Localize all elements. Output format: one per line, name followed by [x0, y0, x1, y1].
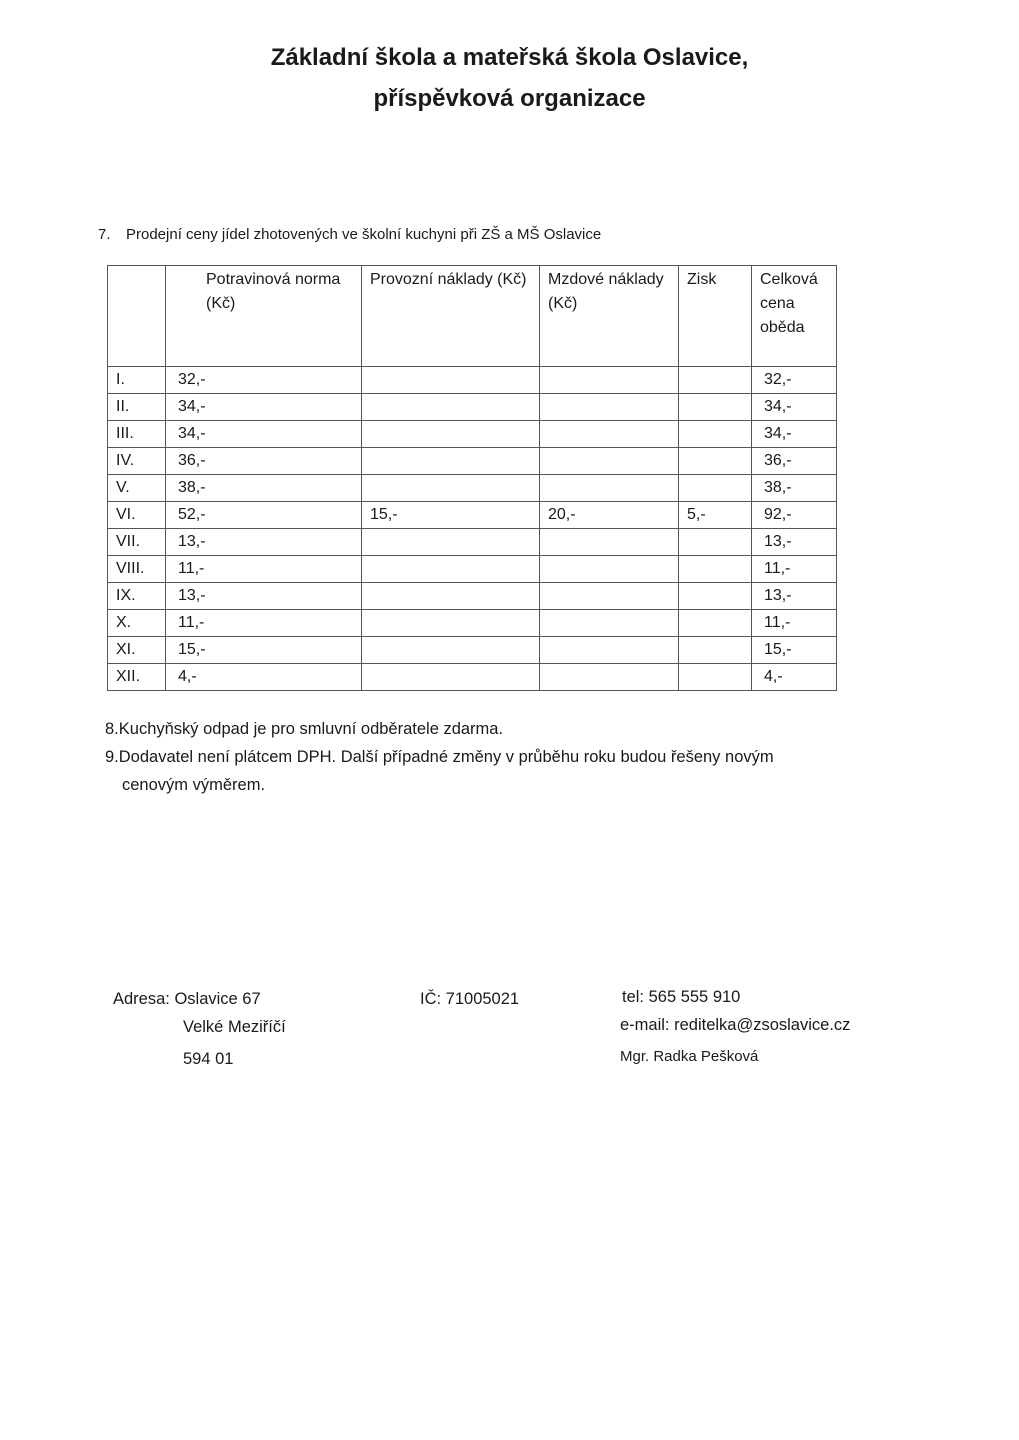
cell-total-price: 34,- — [752, 394, 837, 421]
table-row — [108, 502, 837, 529]
section-number: 7. — [98, 226, 111, 243]
cell-wage-costs — [540, 529, 679, 556]
header-profit: Zisk — [679, 266, 752, 367]
cell-operating-costs — [362, 529, 540, 556]
cell-food-norm: 36,- — [166, 448, 362, 475]
cell-wage-costs — [540, 637, 679, 664]
cell-operating-costs — [362, 475, 540, 502]
table-row — [108, 637, 837, 664]
cell-food-norm: 52,- — [166, 502, 362, 529]
cell-category: IX. — [108, 583, 166, 610]
cell-food-norm: 38,- — [166, 475, 362, 502]
cell-profit — [679, 610, 752, 637]
cell-total-price: 13,- — [752, 529, 837, 556]
note-8: 8.Kuchyňský odpad je pro smluvní odběratele zdarma. — [105, 720, 504, 738]
section-heading — [98, 226, 601, 243]
cell-category: V. — [108, 475, 166, 502]
cell-profit — [679, 421, 752, 448]
address-street: Adresa: Oslavice 67 — [113, 990, 261, 1008]
cell-total-price: 32,- — [752, 367, 837, 394]
cell-category: VII. — [108, 529, 166, 556]
cell-food-norm: 32,- — [166, 367, 362, 394]
table-row — [108, 421, 837, 448]
table-header-row — [108, 266, 837, 367]
cell-food-norm: 11,- — [166, 556, 362, 583]
cell-wage-costs: 20,- — [540, 502, 679, 529]
cell-category: I. — [108, 367, 166, 394]
address-city: Velké Meziříčí — [183, 1018, 286, 1036]
cell-profit — [679, 475, 752, 502]
cell-total-price: 36,- — [752, 448, 837, 475]
cell-food-norm: 15,- — [166, 637, 362, 664]
cell-category: VIII. — [108, 556, 166, 583]
table-row — [108, 583, 837, 610]
cell-category: VI. — [108, 502, 166, 529]
cell-profit — [679, 394, 752, 421]
cell-profit — [679, 583, 752, 610]
cell-operating-costs — [362, 448, 540, 475]
cell-operating-costs — [362, 556, 540, 583]
cell-category: IV. — [108, 448, 166, 475]
header-wage-costs: Mzdové náklady (Kč) — [540, 266, 679, 367]
cell-wage-costs — [540, 583, 679, 610]
cell-profit — [679, 664, 752, 691]
cell-food-norm: 34,- — [166, 394, 362, 421]
cell-operating-costs — [362, 664, 540, 691]
cell-wage-costs — [540, 421, 679, 448]
note-9-line1: 9.Dodavatel není plátcem DPH. Další případné změny v průběhu roku budou řešeny novým — [105, 748, 774, 766]
table-body — [108, 367, 837, 691]
cell-total-price: 15,- — [752, 637, 837, 664]
table-row — [108, 610, 837, 637]
cell-operating-costs — [362, 583, 540, 610]
cell-profit: 5,- — [679, 502, 752, 529]
cell-profit — [679, 637, 752, 664]
header-category — [108, 266, 166, 367]
cell-total-price: 11,- — [752, 610, 837, 637]
cell-total-price: 13,- — [752, 583, 837, 610]
school-name-line1: Základní škola a mateřská škola Oslavice, — [270, 44, 749, 71]
director-name: Mgr. Radka Pešková — [620, 1048, 759, 1065]
price-table — [107, 265, 837, 691]
cell-category: II. — [108, 394, 166, 421]
table-row — [108, 394, 837, 421]
header-food-norm: Potravinová norma (Kč) — [166, 266, 362, 367]
note-9-line2: cenovým výměrem. — [122, 776, 266, 794]
table-row — [108, 529, 837, 556]
cell-total-price: 92,- — [752, 502, 837, 529]
cell-total-price: 38,- — [752, 475, 837, 502]
cell-wage-costs — [540, 556, 679, 583]
cell-operating-costs — [362, 610, 540, 637]
header-total-price: Celková cena oběda — [752, 266, 837, 367]
cell-operating-costs — [362, 394, 540, 421]
cell-category: X. — [108, 610, 166, 637]
cell-operating-costs — [362, 367, 540, 394]
cell-total-price: 4,- — [752, 664, 837, 691]
footer-ico: IČ: 71005021 — [420, 990, 520, 1008]
table-row — [108, 664, 837, 691]
table-row — [108, 556, 837, 583]
cell-wage-costs — [540, 610, 679, 637]
school-name-line2: příspěvková organizace — [373, 85, 646, 112]
cell-food-norm: 13,- — [166, 583, 362, 610]
cell-profit — [679, 448, 752, 475]
contact-phone: tel: 565 555 910 — [622, 988, 741, 1006]
cell-wage-costs — [540, 448, 679, 475]
cell-wage-costs — [540, 394, 679, 421]
cell-profit — [679, 529, 752, 556]
address-zip: 594 01 — [183, 1050, 234, 1068]
notes — [105, 715, 774, 799]
cell-food-norm: 34,- — [166, 421, 362, 448]
cell-category: XI. — [108, 637, 166, 664]
section-text: Prodejní ceny jídel zhotovených ve školní kuchyni při ZŠ a MŠ Oslavice — [126, 226, 602, 243]
footer-contact — [620, 983, 850, 1071]
cell-total-price: 11,- — [752, 556, 837, 583]
table-row — [108, 475, 837, 502]
cell-wage-costs — [540, 475, 679, 502]
cell-food-norm: 4,- — [166, 664, 362, 691]
header-operating-costs: Provozní náklady (Kč) — [362, 266, 540, 367]
cell-category: III. — [108, 421, 166, 448]
cell-food-norm: 13,- — [166, 529, 362, 556]
cell-total-price: 34,- — [752, 421, 837, 448]
table-row — [108, 367, 837, 394]
contact-email[interactable]: e-mail: reditelka@zsoslavice.cz — [620, 1016, 851, 1034]
price-table-container — [107, 265, 837, 691]
cell-profit — [679, 367, 752, 394]
cell-profit — [679, 556, 752, 583]
cell-wage-costs — [540, 367, 679, 394]
cell-food-norm: 11,- — [166, 610, 362, 637]
table-row — [108, 448, 837, 475]
cell-operating-costs — [362, 637, 540, 664]
cell-wage-costs — [540, 664, 679, 691]
cell-category: XII. — [108, 664, 166, 691]
cell-operating-costs — [362, 421, 540, 448]
footer-address — [113, 985, 286, 1073]
cell-operating-costs: 15,- — [362, 502, 540, 529]
